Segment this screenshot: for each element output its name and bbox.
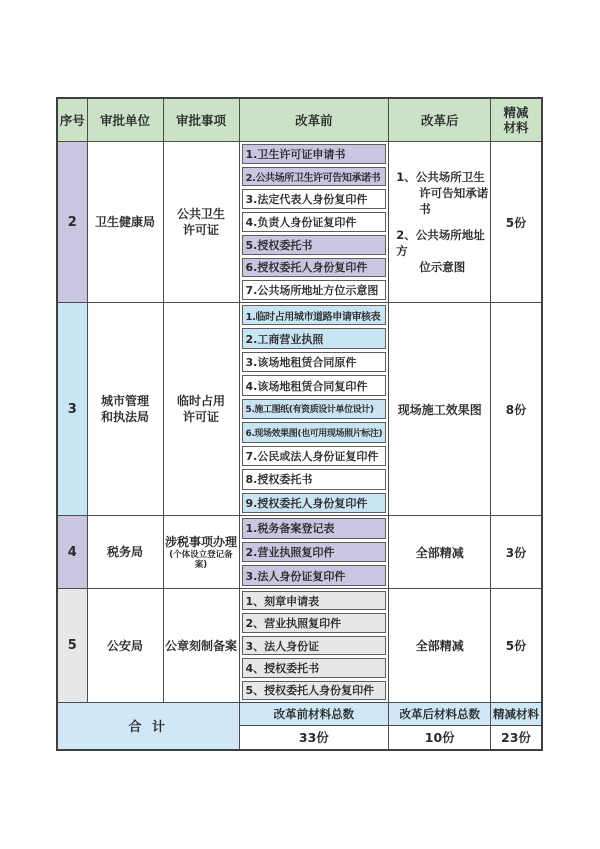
approval-item-cell: 公共卫生 许可证 xyxy=(163,142,239,303)
unit-cell: 公安局 xyxy=(87,589,163,703)
after-reform-cell: 现场施工效果图 xyxy=(389,303,491,516)
material-item: 4、授权委托书 xyxy=(242,658,387,677)
reduced-count-cell: 8份 xyxy=(491,303,542,516)
approval-item-cell: 涉税事项办理 (个体设立登记备案) xyxy=(163,516,239,589)
after-reform-cell: 全部精减 xyxy=(389,516,491,589)
seq-cell: 4 xyxy=(57,516,87,589)
material-item: 3、法人身份证 xyxy=(242,636,387,655)
material-item: 4.负责人身份证复印件 xyxy=(242,212,387,232)
reduced-count-cell: 3份 xyxy=(491,516,542,589)
before-materials-cell xyxy=(239,142,389,303)
col-header-reduced-line1: 精减 xyxy=(503,105,529,120)
unit-cell xyxy=(87,142,163,303)
material-list xyxy=(240,142,389,302)
reduced-count-cell: 5份 xyxy=(491,142,542,303)
material-item: 1.卫生许可证申请书 xyxy=(242,144,387,164)
material-list xyxy=(240,516,389,588)
col-header-before: 改革前 xyxy=(239,98,389,142)
total-row-labels xyxy=(57,703,542,726)
unit-cell: 城市管理 和执法局 xyxy=(87,303,163,516)
approval-row-urban-management-bureau xyxy=(57,303,542,516)
seq-cell: 2 xyxy=(57,142,87,303)
material-item: 4.该场地租赁合同复印件 xyxy=(242,375,387,395)
material-item: 3.法人身份证复印件 xyxy=(242,565,387,586)
total-before-value: 33份 xyxy=(239,726,389,750)
after-reform-cell: 全部精减 xyxy=(389,589,491,703)
col-header-after: 改革后 xyxy=(389,98,491,142)
material-item: 2、营业执照复印件 xyxy=(242,613,387,632)
material-item: 7.公共场所地址方位示意图 xyxy=(242,280,387,300)
material-item: 2.工商营业执照 xyxy=(242,328,387,348)
approval-item-note: (个体设立登记备案) xyxy=(169,550,233,570)
approval-row-health-bureau xyxy=(57,142,542,303)
approval-row-tax-bureau xyxy=(57,516,542,589)
seq-cell: 3 xyxy=(57,303,87,516)
material-item: 5、授权委托人身份复印件 xyxy=(242,681,387,700)
material-item: 1.税务备案登记表 xyxy=(242,518,387,539)
after-reform-cell xyxy=(389,142,491,303)
before-materials-cell xyxy=(239,589,389,703)
material-list xyxy=(240,589,389,702)
total-before-label: 改革前材料总数 xyxy=(239,703,389,726)
approval-reform-materials-table xyxy=(56,97,543,751)
reduced-count-cell: 5份 xyxy=(491,589,542,703)
before-materials-cell xyxy=(239,303,389,516)
total-after-value: 10份 xyxy=(389,726,491,750)
col-header-item: 审批事项 xyxy=(163,98,239,142)
material-item: 7.公民或法人身份证复印件 xyxy=(242,446,387,466)
material-item: 1.临时占用城市道路申请审核表 xyxy=(242,305,387,325)
col-header-unit: 审批单位 xyxy=(87,98,163,142)
table-header xyxy=(57,98,542,142)
material-item: 2.营业执照复印件 xyxy=(242,542,387,563)
material-item: 3.该场地租赁合同原件 xyxy=(242,352,387,372)
unit-cell: 税务局 xyxy=(87,516,163,589)
seq-cell: 5 xyxy=(57,589,87,703)
material-item: 1、刻章申请表 xyxy=(242,591,387,610)
material-item: 9.授权委托人身份复印件 xyxy=(242,493,387,513)
approval-item-cell: 临时占用 许可证 xyxy=(163,303,239,516)
material-item: 5.施工图纸(有资质设计单位设计) xyxy=(242,399,387,419)
approval-row-public-security-bureau xyxy=(57,589,542,703)
total-after-label: 改革后材料总数 xyxy=(389,703,491,726)
approval-item-cell: 公章刻制备案 xyxy=(163,589,239,703)
material-item: 5.授权委托书 xyxy=(242,235,387,255)
total-reduced-value: 23份 xyxy=(491,726,542,750)
material-item: 3.法定代表人身份复印件 xyxy=(242,189,387,209)
total-reduced-label: 精减材料 xyxy=(491,703,542,726)
col-header-reduced-line2: 材料 xyxy=(503,120,529,135)
material-list xyxy=(240,303,389,515)
material-item: 6.授权委托人身份复印件 xyxy=(242,258,387,278)
material-item: 6.现场效果图(也可用现场照片标注) xyxy=(242,422,387,442)
col-header-reduced xyxy=(491,98,542,142)
col-header-seq: 序号 xyxy=(57,98,87,142)
total-label-cell: 合 计 xyxy=(57,703,239,750)
after-reform-list: 1、公共场所卫生 许可告知承诺书 2、公共场所地址方 位示意图 xyxy=(396,170,489,274)
before-materials-cell xyxy=(239,516,389,589)
unit-name: 卫生健康局 xyxy=(94,215,155,229)
material-item: 2.公共场所卫生许可告知承诺书 xyxy=(242,167,387,187)
material-item: 8.授权委托书 xyxy=(242,469,387,489)
